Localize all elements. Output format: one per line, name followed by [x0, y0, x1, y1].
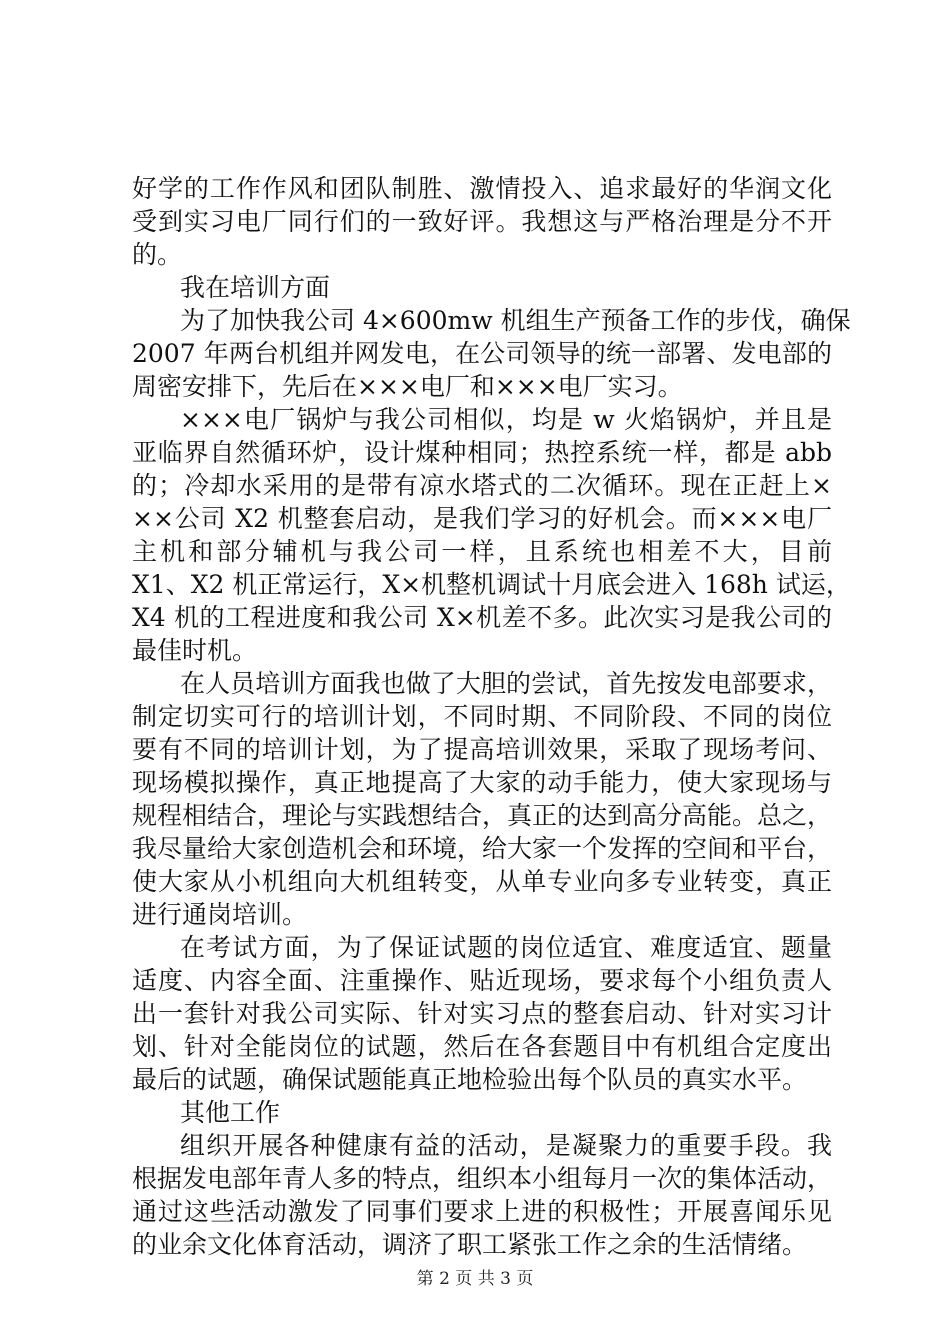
text-line: 亚临界自然循环炉，设计煤种相同；热控系统一样，都是 abb — [132, 438, 832, 467]
text-line: 主机和部分辅机与我公司一样，且系统也相差不大，目前 — [132, 537, 832, 566]
text-line: 我尽量给大家创造机会和环境，给大家一个发挥的空间和平台， — [132, 834, 833, 863]
text-line: 在人员培训方面我也做了大胆的尝试，首先按发电部要求， — [180, 669, 832, 698]
text-line: 组织开展各种健康有益的活动，是凝聚力的重要手段。我 — [180, 1131, 832, 1160]
text-line: 根据发电部年青人多的特点，组织本小组每月一次的集体活动， — [132, 1164, 833, 1193]
text-line: 的。 — [132, 240, 183, 269]
page-footer — [0, 1268, 950, 1290]
text-line: 受到实习电厂同行们的一致好评。我想这与严格治理是分不开 — [132, 207, 832, 236]
text-line: 划、针对全能岗位的试题，然后在各套题目中有机组合定度出 — [132, 1032, 832, 1061]
text-line: 制定切实可行的培训计划，不同时期、不同阶段、不同的岗位 — [132, 702, 832, 731]
text-line: ×××电厂锅炉与我公司相似，均是 w 火焰锅炉，并且是 — [180, 405, 832, 434]
text-line: 现场模拟操作，真正地提高了大家的动手能力，使大家现场与 — [132, 768, 832, 797]
text-line: 最佳时机。 — [132, 636, 258, 665]
text-line: 适度、内容全面、注重操作、贴近现场，要求每个小组负责人 — [132, 966, 832, 995]
page-number-label: 第 2 页 共 3 页 — [416, 1269, 534, 1289]
text-line: 出一套针对我公司实际、针对实习点的整套启动、针对实习计 — [132, 999, 832, 1028]
text-line: 进行通岗培训。 — [132, 900, 308, 929]
text-line: 好学的工作作风和团队制胜、激情投入、追求最好的华润文化 — [132, 174, 832, 203]
text-line: 通过这些活动激发了同事们要求上进的积极性；开展喜闻乐见 — [132, 1197, 832, 1226]
document-body — [132, 172, 851, 1261]
text-line: ××公司 X2 机整套启动，是我们学习的好机会。而×××电厂 — [132, 504, 832, 533]
text-line: 的；冷却水采用的是带有凉水塔式的二次循环。现在正赶上× — [132, 471, 832, 500]
text-line: X1、X2 机正常运行，X×机整机调试十月底会进入 168h 试运， — [132, 570, 851, 599]
text-line: 为了加快我公司 4×600mw 机组生产预备工作的步伐，确保 — [180, 306, 851, 335]
text-line: 的业余文化体育活动，调济了职工紧张工作之余的生活情绪。 — [132, 1230, 808, 1259]
text-line: 2007 年两台机组并网发电，在公司领导的统一部署、发电部的 — [132, 339, 832, 368]
text-line: X4 机的工程进度和我公司 X×机差不多。此次实习是我公司的 — [132, 603, 832, 632]
text-line: 其他工作 — [180, 1098, 281, 1127]
text-line: 在考试方面，为了保证试题的岗位适宜、难度适宜、题量 — [180, 933, 832, 962]
text-line: 要有不同的培训计划，为了提高培训效果，采取了现场考问、 — [132, 735, 832, 764]
text-line: 最后的试题，确保试题能真正地检验出每个队员的真实水平。 — [132, 1065, 808, 1094]
text-line: 规程相结合，理论与实践想结合，真正的达到高分高能。总之， — [132, 801, 833, 830]
text-line: 周密安排下，先后在×××电厂和×××电厂实习。 — [132, 372, 683, 401]
text-line: 使大家从小机组向大机组转变，从单专业向多专业转变，真正 — [132, 867, 832, 896]
text-line: 我在培训方面 — [180, 273, 331, 302]
